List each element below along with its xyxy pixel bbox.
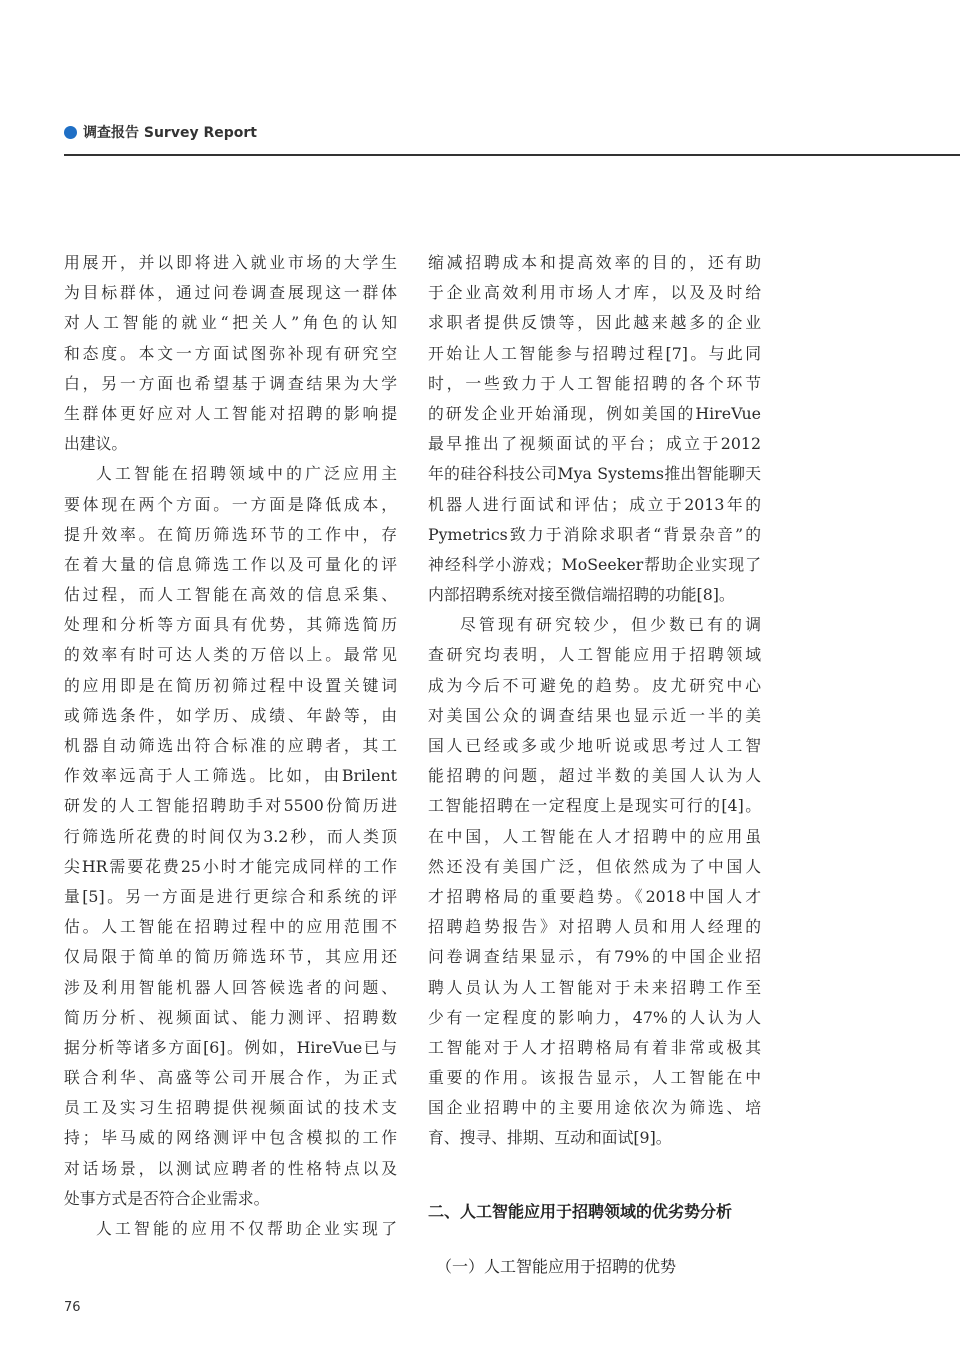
text-line: 的效率有时可达人类的万倍以上。最常见	[64, 645, 397, 665]
text-line: 招聘趋势报告》对招聘人员和用人经理的	[428, 917, 761, 937]
text-line: 涉及利用智能机器人回答候选者的问题、	[64, 977, 397, 997]
text-line: 处理和分析等方面具有优势，其筛选简历	[64, 615, 397, 635]
text-line: 持；毕马威的网络测评中包含模拟的工作	[64, 1128, 397, 1148]
text-line: 最早推出了视频面试的平台；成立于2012	[428, 434, 761, 454]
text-line: 为目标群体，通过问卷调查展现这一群体	[64, 283, 397, 303]
text-line: 尽管现有研究较少，但少数已有的调	[460, 615, 761, 635]
text-line: 才招聘格局的重要趋势。《2018中国人才	[428, 886, 761, 906]
text-line: Pymetrics致力于消除求职者“背景杂音”的	[428, 524, 761, 544]
text-line: 提升效率。在简历筛选环节的工作中，存	[64, 524, 397, 544]
header-rule	[64, 154, 960, 156]
text-line: 仅局限于简单的简历筛选环节，其应用还	[64, 947, 397, 967]
text-line: 人工智能的应用不仅帮助企业实现了	[96, 1219, 397, 1238]
subsection-heading: （一）人工智能应用于招聘的优势	[436, 1257, 677, 1276]
text-line: 问卷调查结果显示，有79%的中国企业招	[428, 947, 761, 967]
section-heading: 二、人工智能应用于招聘领域的优劣势分析	[428, 1202, 733, 1221]
text-line: 国企业招聘中的主要用途依次为筛选、培	[428, 1098, 761, 1118]
text-line: 成为今后不可避免的趋势。皮尤研究中心	[428, 675, 761, 695]
text-line: 量[5]。另一方面是进行更综合和系统的评	[64, 886, 397, 906]
text-line: 聘人员认为人工智能对于未来招聘工作至	[428, 977, 761, 997]
text-line: 行筛选所花费的时间仅为3.2秒，而人类顶	[64, 826, 397, 846]
text-line: 时，一些致力于人工智能招聘的各个环节	[428, 373, 761, 393]
text-line: 员工及实习生招聘提供视频面试的技术支	[64, 1098, 397, 1118]
text-line: 神经科学小游戏；MoSeeker帮助企业实现了	[428, 554, 761, 574]
text-line: 工智能对于人才招聘格局有着非常或极其	[428, 1037, 761, 1057]
text-line: 在中国，人工智能在人才招聘中的应用虽	[428, 826, 761, 846]
text-line: 内部招聘系统对接至微信端招聘的功能[8]。	[428, 585, 735, 605]
text-line: 处事方式是否符合企业需求。	[64, 1188, 270, 1208]
text-line: 联合利华、高盛等公司开展合作，为正式	[64, 1068, 397, 1088]
text-line: 人工智能在招聘领域中的广泛应用主	[96, 464, 397, 484]
text-line: 对话场景，以测试应聘者的性格特点以及	[64, 1158, 397, 1178]
text-line: 机器人进行面试和评估；成立于2013年的	[428, 494, 761, 514]
text-line: 用展开，并以即将进入就业市场的大学生	[64, 253, 397, 272]
page-number: 76	[64, 1300, 81, 1315]
left-column	[64, 248, 397, 1244]
text-line: 缩减招聘成本和提高效率的目的，还有助	[428, 253, 761, 272]
text-line: 机器自动筛选出符合标准的应聘者，其工	[64, 736, 397, 755]
text-line: 年的硅谷科技公司Mya Systems推出智能聊天	[428, 464, 761, 484]
text-line: 工智能招聘在一定程度上是现实可行的[4]。	[428, 796, 761, 816]
text-line: 少有一定程度的影响力，47%的人认为人	[428, 1007, 761, 1027]
text-line: 对美国公众的调查结果也显示近一半的美	[428, 705, 761, 725]
text-line: 于企业高效利用市场人才库，以及及时给	[428, 283, 761, 303]
text-line: 出建议。	[64, 434, 128, 454]
text-line: 作效率远高于人工筛选。比如，由Brilent	[64, 766, 397, 786]
text-line: 白，另一方面也希望基于调查结果为大学	[64, 373, 397, 393]
text-line: 育、搜寻、排期、互动和面试[9]。	[428, 1128, 672, 1148]
text-line: 的应用即是在简历初筛过程中设置关键词	[64, 675, 397, 695]
text-line: 的研发企业开始涌现，例如美国的HireVue	[428, 403, 761, 423]
text-line: 和态度。本文一方面试图弥补现有研究空	[64, 343, 397, 363]
text-line: 重要的作用。该报告显示，人工智能在中	[428, 1068, 761, 1088]
text-line: 尖HR需要花费25小时才能完成同样的工作	[64, 856, 397, 876]
text-line: 简历分析、视频面试、能力测评、招聘数	[64, 1007, 397, 1027]
text-line: 估。人工智能在招聘过程中的应用范围不	[64, 917, 397, 937]
right-column	[428, 248, 761, 1154]
text-line: 或筛选条件，如学历、成绩、年龄等，由	[64, 705, 397, 725]
text-line: 据分析等诸多方面[6]。例如，HireVue已与	[64, 1037, 397, 1057]
section-label: 调查报告 Survey Report	[83, 125, 257, 141]
text-line: 求职者提供反馈等，因此越来越多的企业	[428, 313, 761, 333]
text-line: 国人已经或多或少地听说或思考过人工智	[428, 736, 761, 755]
text-line: 查研究均表明，人工智能应用于招聘领域	[428, 645, 761, 665]
text-line: 生群体更好应对人工智能对招聘的影响提	[64, 403, 397, 423]
text-line: 开始让人工智能参与招聘过程[7]。与此同	[428, 343, 761, 363]
text-line: 然还没有美国广泛，但依然成为了中国人	[428, 856, 761, 876]
text-line: 对人工智能的就业“把关人”角色的认知	[64, 313, 397, 333]
text-line: 在着大量的信息筛选工作以及可量化的评	[64, 554, 397, 574]
running-header	[64, 122, 257, 142]
text-line: 能招聘的问题，超过半数的美国人认为人	[428, 766, 761, 786]
text-line: 估过程，而人工智能在高效的信息采集、	[64, 585, 397, 605]
section-dot-icon	[64, 126, 77, 139]
text-line: 要体现在两个方面。一方面是降低成本，	[64, 494, 397, 514]
text-line: 研发的人工智能招聘助手对5500份简历进	[64, 796, 397, 816]
